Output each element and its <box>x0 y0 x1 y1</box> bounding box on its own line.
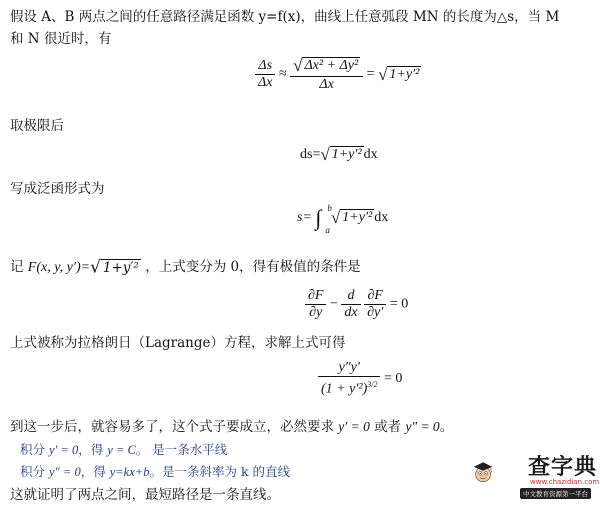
equation-arc-length: $\frac{\Delta s}{\Delta x}$ ≈ $\frac{\text{√ Δx² + Δy²}}{\Delta x}$ = √ 1+y′² <box>255 56 421 93</box>
chazidian-logo-icon <box>470 443 526 501</box>
fraction-radical: $\frac{\text{√ Δx² + Δy²}}{\Delta x}$ <box>290 56 363 93</box>
equation-euler-lagrange: $\frac{\partial F}{\partial y}$ − $\frac{d}{dx}$ $\frac{\partial F}{\partial y'}$ = 0 <box>305 288 408 321</box>
equation-ds: ds=√ 1+y′² dx <box>300 145 378 164</box>
fraction-ds-dx: $\frac{\Delta s}{\Delta x}$ <box>255 58 275 91</box>
logo-slogan: 中文教育资源第一平台 <box>520 488 591 499</box>
logo-url: www.chazidian.com <box>530 478 600 486</box>
equation-solution: $\frac{y''y'}{(1 + y'^2)^{3/2}}$ = 0 <box>318 360 402 398</box>
text-line-6: 上式被称为拉格朗日（Lagrange）方程，求解上式可得 <box>10 335 346 351</box>
text-line-4: 写成泛函形式为 <box>10 181 105 197</box>
text-line-9: 积分 y″ = 0，得 y=kx+b。是一条斜率为 k 的直线 <box>20 464 290 479</box>
text-line-1: 假设 A、B 两点之间的任意路径满足函数 y=f(x)，曲线上任意弧段 MN 的长度为△s，当 M <box>10 9 560 25</box>
logo-name: 查字典 <box>528 455 598 480</box>
text-line-3: 取极限后 <box>10 118 64 134</box>
text-line-7: 到这一步后，就容易多了，这个式子要成立，必然要求 y′ = 0 或者 y″ = 0。 <box>10 419 454 435</box>
text-line-5: 记 F(x, y, y′)=√ 1+y′² ，上式变分为 0，得有极值的条件是 <box>10 257 361 278</box>
text-line-2: 和 N 很近时，有 <box>10 31 112 47</box>
text-line-10: 这就证明了两点之间，最短路径是一条直线。 <box>10 487 280 503</box>
integral-sign: ∫ b a <box>315 203 332 235</box>
equation-functional: s= ∫ b a √ 1+y′² dx <box>297 203 389 235</box>
text-line-8: 积分 y′ = 0，得 y = C。 是一条水平线 <box>20 442 228 457</box>
